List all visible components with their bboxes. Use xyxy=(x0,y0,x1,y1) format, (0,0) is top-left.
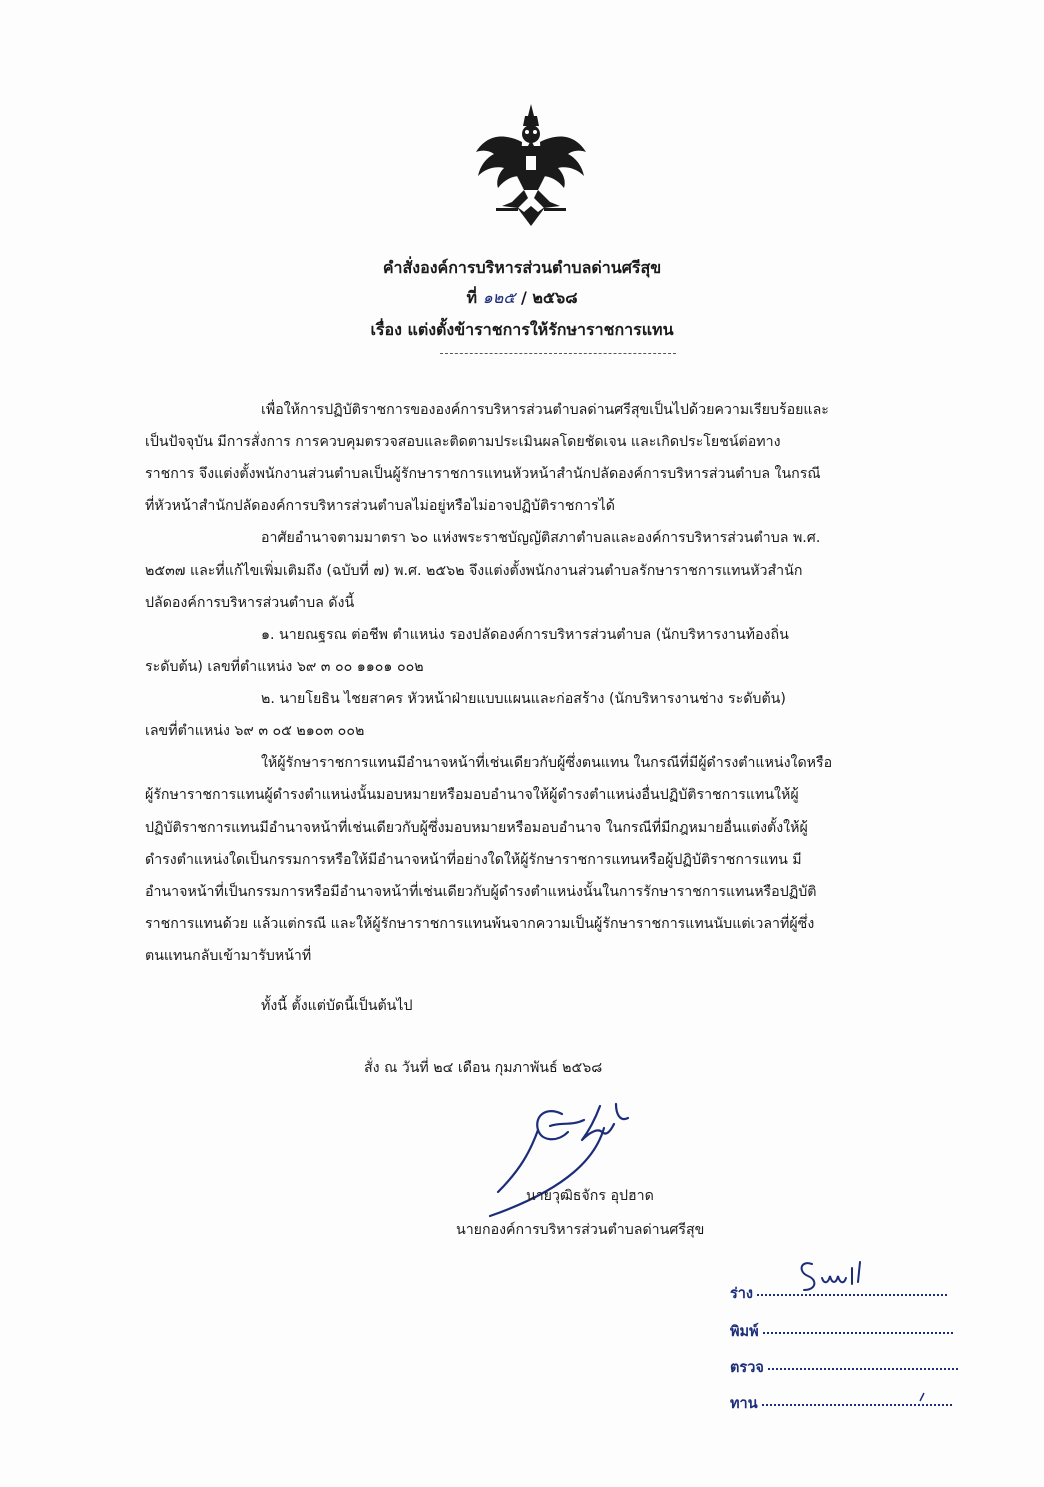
body-line: อำนาจหน้าที่เป็นกรรมการหรือมีอำนาจหน้าที่เช่นเดียวกับผู้ดำรงตำแหน่งนั้นในการรักษาราชการแทนหรือปฏิบัติ xyxy=(145,884,817,900)
order-date: สั่ง ณ วันที่ ๒๔ เดือน กุมภาพันธ์ ๒๕๖๘ xyxy=(364,1060,603,1076)
tick-mark-icon xyxy=(918,1392,926,1402)
body-line: ตนแทนกลับเข้ามารับหน้าที่ xyxy=(145,948,312,964)
body-line: ปลัดองค์การบริหารส่วนตำบล ดังนี้ xyxy=(145,595,355,611)
check-dotted-line xyxy=(768,1367,958,1370)
draft-dotted-line xyxy=(757,1293,947,1296)
order-number-handwritten: ๑๒๕ xyxy=(482,288,516,307)
title-divider xyxy=(440,353,676,354)
witness-dotted-line xyxy=(762,1403,952,1406)
draft-label: ร่าง xyxy=(730,1286,754,1302)
draft-row xyxy=(730,1282,947,1305)
print-label: พิมพ์ xyxy=(730,1324,759,1340)
appointee-1-line: ๑. นายณฐรณ ต่อชีพ ตำแหน่ง รองปลัดองค์การบริหารส่วนตำบล (นักบริหารงานท้องถิ่น xyxy=(261,627,789,643)
body-line: ปฏิบัติราชการแทนมีอำนาจหน้าที่เช่นเดียวกับผู้ซึ่งมอบหมายหรือมอบอำนาจ ในกรณีที่มีกฎหมายอื่นแต่งตั้งให้ผู้ xyxy=(145,820,808,836)
check-label: ตรวจ xyxy=(730,1360,764,1376)
garuda-emblem-icon xyxy=(472,102,590,230)
body-line: เป็นปัจจุบัน มีการสั่งการ การควบคุมตรวจสอบและติดตามประเมินผลโดยชัดเจน และเกิดประโยชน์ต่อทาง xyxy=(145,434,781,450)
check-row xyxy=(730,1356,958,1379)
body-line: ราชการ จึงแต่งตั้งพนักงานส่วนตำบลเป็นผู้รักษาราชการแทนหัวหน้าสำนักปลัดองค์การบริหารส่วนตำบล ในกรณี xyxy=(145,466,821,482)
order-year: / ๒๕๖๘ xyxy=(520,288,578,307)
body-line: อาศัยอำนาจตามมาตรา ๖๐ แห่งพระราชบัญญัติสภาตำบลและองค์การบริหารส่วนตำบล พ.ศ. xyxy=(261,530,821,546)
print-dotted-line xyxy=(763,1331,953,1334)
body-line: เพื่อให้การปฏิบัติราชการขององค์การบริหารส่วนตำบลด่านศรีสุขเป็นไปด้วยความเรียบร้อยและ xyxy=(261,402,829,418)
order-number-line xyxy=(0,286,1044,311)
body-line: ผู้รักษาราชการแทนผู้ดำรงตำแหน่งนั้นมอบหมายหรือมอบอำนาจให้ผู้ดำรงตำแหน่งอื่นปฏิบัติราชการแทนให้ผู้ xyxy=(145,787,799,803)
signatory-position: นายกองค์การบริหารส่วนตำบลด่านศรีสุข xyxy=(456,1222,705,1238)
order-prefix: ที่ xyxy=(466,288,477,307)
handwritten-signature xyxy=(450,1092,680,1232)
body-line: ดำรงตำแหน่งใดเป็นกรรมการหรือให้มีอำนาจหน้าที่อย่างใดให้ผู้รักษาราชการแทนหรือผู้ปฏิบัติราชการแทน มี xyxy=(145,852,802,868)
effective-line: ทั้งนี้ ตั้งแต่บัดนี้เป็นต้นไป xyxy=(261,998,413,1014)
appointee-2-line: ๒. นายโยธิน ไชยสาคร หัวหน้าฝ่ายแบบแผนและก่อสร้าง (นักบริหารงานช่าง ระดับต้น) xyxy=(261,691,786,707)
document-title: คำสั่งองค์การบริหารส่วนตำบลด่านศรีสุข xyxy=(382,258,662,277)
appointee-2-position-line: เลขที่ตำแหน่ง ๖๙ ๓ ๐๕ ๒๑๐๓ ๐๐๒ xyxy=(145,723,365,739)
body-line: ให้ผู้รักษาราชการแทนมีอำนาจหน้าที่เช่นเดียวกับผู้ซึ่งตนแทน ในกรณีที่มีผู้ดำรงตำแหน่งใดหรือ xyxy=(261,755,833,771)
appointee-1-position-line: ระดับต้น) เลขที่ตำแหน่ง ๖๙ ๓ ๐๐ ๑๑๐๑ ๐๐๒ xyxy=(145,659,424,675)
subject-line: เรื่อง แต่งตั้งข้าราชการให้รักษาราชการแทน xyxy=(370,320,674,339)
body-line: ราชการแทนด้วย แล้วแต่กรณี และให้ผู้รักษาราชการแทนพ้นจากความเป็นผู้รักษาราชการแทนนับแต่เวลาที่ผู้ซึ่ง xyxy=(145,916,815,932)
signatory-name: นายวุฒิธจักร อุปฮาด xyxy=(526,1188,654,1204)
witness-label: ทาน xyxy=(730,1396,758,1412)
body-line: ๒๕๓๗ และที่แก้ไขเพิ่มเติมถึง (ฉบับที่ ๗) พ.ศ. ๒๕๖๒ จึงแต่งตั้งพนักงานส่วนตำบลรักษาราชการแทนหัวสำนัก xyxy=(145,563,803,579)
print-row xyxy=(730,1320,953,1343)
body-line: ที่หัวหน้าสำนักปลัดองค์การบริหารส่วนตำบลไม่อยู่หรือไม่อาจปฏิบัติราชการได้ xyxy=(145,498,615,514)
